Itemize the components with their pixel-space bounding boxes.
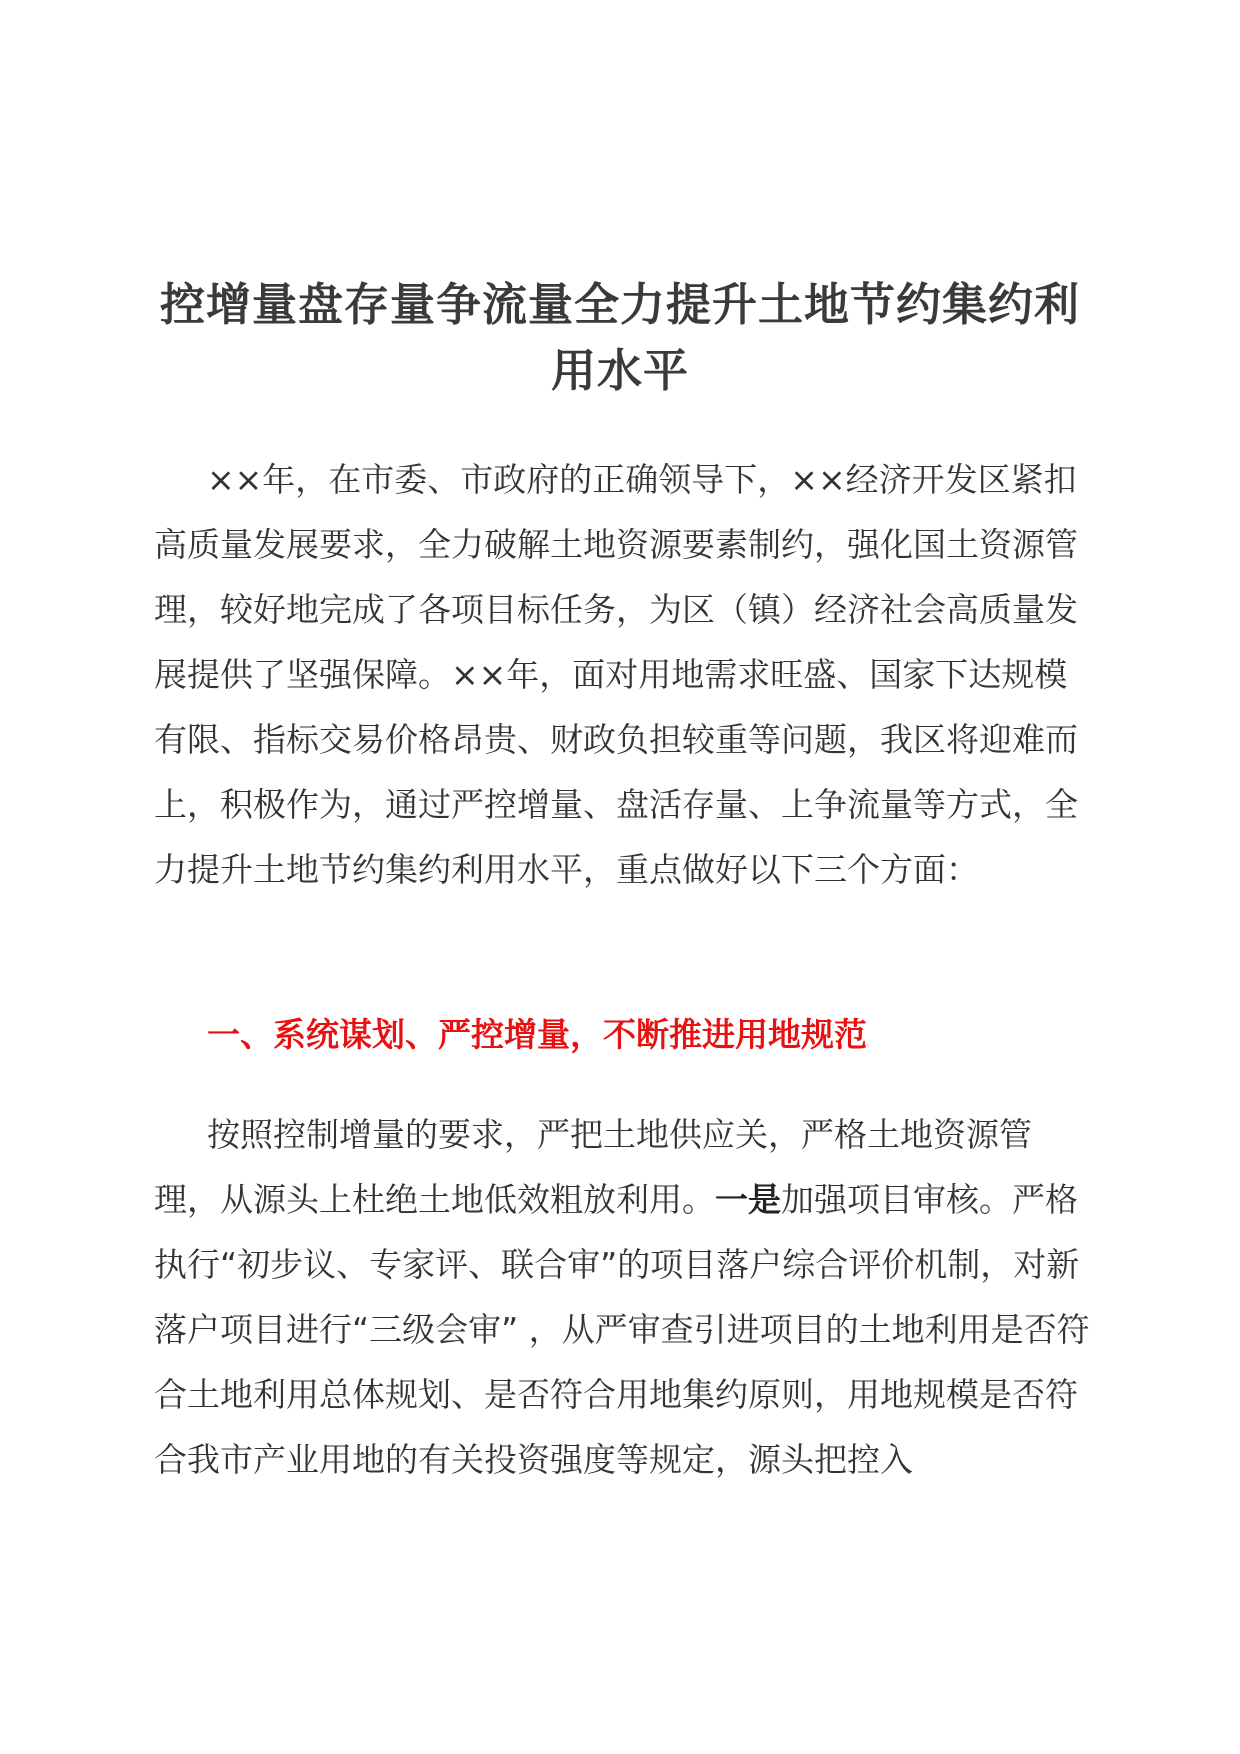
section-1-paragraph bbox=[154, 1102, 1094, 1492]
paragraph-text-before: 按照控制增量的要求，严把土地供应关，严格土地资源管理，从源头上杜绝土地低效粗放利用。 bbox=[154, 1115, 1032, 1219]
intro-paragraph: ××年，在市委、市政府的正确领导下，××经济开发区紧扣高质量发展要求，全力破解土地资源要素制约，强化国土资源管理，较好地完成了各项目标任务，为区（镇）经济社会高质量发展提供了坚强保障。××年，面对用地需求旺盛、国家下达规模有限、指标交易价格昂贵、财政负担较重等问题，我区将迎难而上，积极作为，通过严控增量、盘活存量、上争流量等方式，全力提升土地节约集约利用水平，重点做好以下三个方面： bbox=[154, 460, 1078, 889]
paragraph-text-after: 加强项目审核。严格执行“初步议、专家评、联合审”的项目落户综合评价机制，对新落户项目进行“三级会审” ，从严审查引进项目的土地利用是否符合土地利用总体规划、是否符合用地集约原则，用地规模是否符合我市产业用地的有关投资强度等规定，源头把控入 bbox=[154, 1180, 1090, 1479]
document-title: 控增量盘存量争流量全力提升土地节约集约利用水平 bbox=[160, 278, 1081, 397]
bold-lead-text: 一是 bbox=[715, 1180, 781, 1219]
section-heading-1: 一、系统谋划、严控增量，不断推进用地规范 bbox=[207, 1015, 867, 1054]
